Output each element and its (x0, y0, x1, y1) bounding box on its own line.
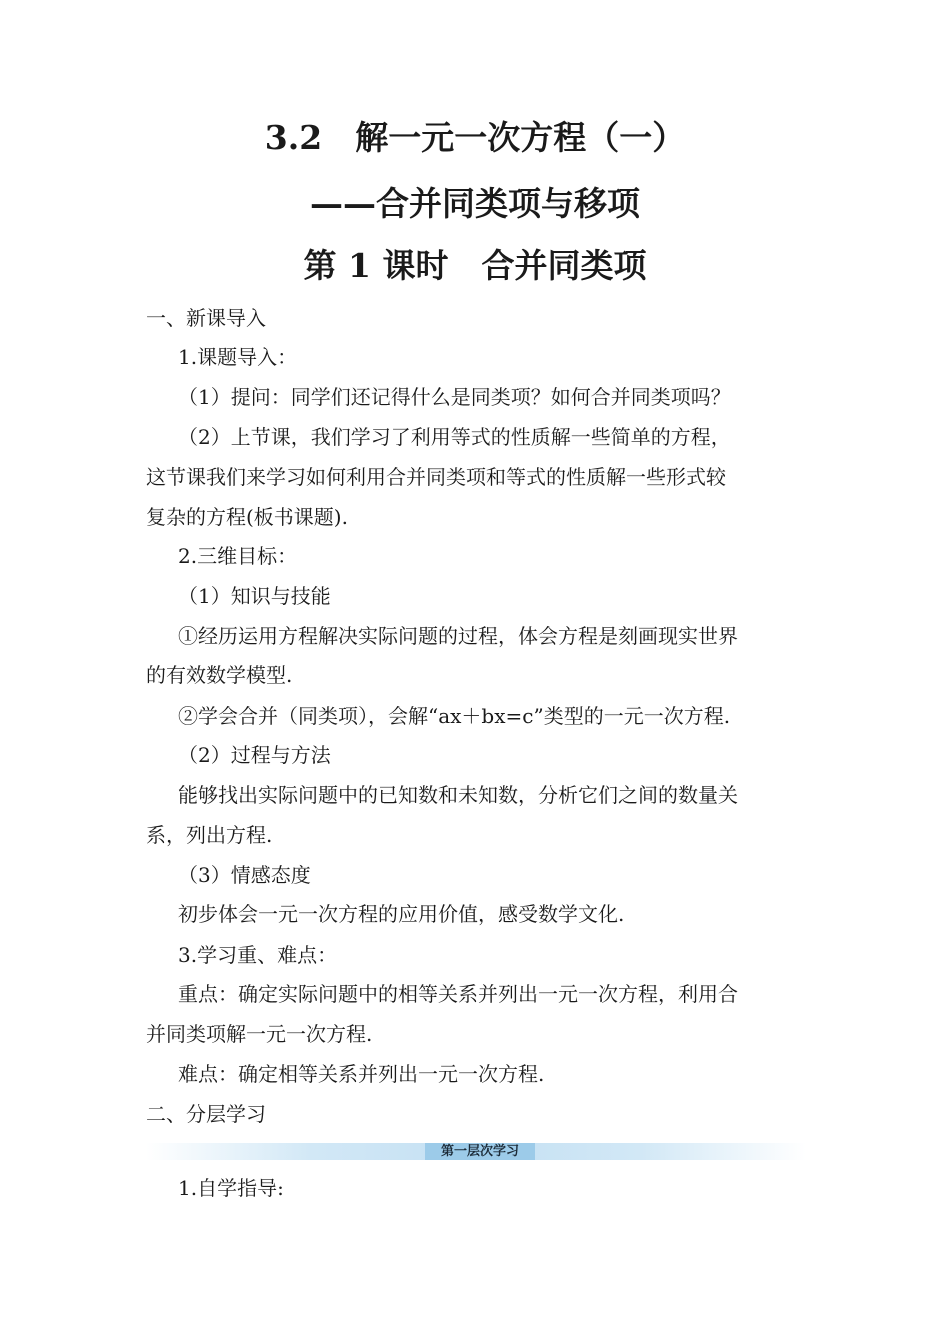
subheading-goals: 2.三维目标： (178, 544, 298, 568)
subheading-self-study-guide: 1.自学指导: (178, 1176, 284, 1200)
paragraph-line: 系，列出方程. (146, 823, 273, 847)
key-point-text: 重点：确定实际问题中的相等关系并列出一元一次方程，利用合 (178, 982, 738, 1006)
goal-item-2: ②学会合并（同类项），会解“ax＋bx=c”类型的一元一次方程. (178, 704, 731, 728)
paragraph-line: 复杂的方程(板书课题). (146, 505, 348, 529)
lesson-subtitle: ——合并同类项与移项 (310, 184, 640, 223)
section-heading-intro: 一、新课导入 (146, 306, 266, 330)
goal-heading-attitude: （3）情感态度 (178, 863, 311, 887)
paragraph-line: 这节课我们来学习如何利用合并同类项和等式的性质解一些形式较 (146, 465, 726, 489)
paragraph-line: 的有效数学模型. (146, 663, 293, 687)
lesson-title: 3.2 解一元一次方程（一） (264, 118, 686, 157)
paragraph-question-1: （1）提问：同学们还记得什么是同类项？如何合并同类项吗？ (178, 385, 731, 409)
goal-item-1: ①经历运用方程解决实际问题的过程，体会方程是刻画现实世界 (178, 624, 738, 648)
goal-process-text: 能够找出实际问题中的已知数和未知数，分析它们之间的数量关 (178, 783, 738, 807)
level-banner-label: 第一层次学习 (425, 1143, 535, 1160)
paragraph-line: 并同类项解一元一次方程. (146, 1022, 373, 1046)
subheading-key-points: 3.学习重、难点： (178, 943, 338, 967)
subheading-topic-intro: 1.课题导入： (178, 345, 298, 369)
goal-heading-knowledge: （1）知识与技能 (178, 584, 331, 608)
goal-attitude-text: 初步体会一元一次方程的应用价值，感受数学文化. (178, 902, 625, 926)
goal-heading-process: （2）过程与方法 (178, 743, 331, 767)
lesson-period-title: 第 1 课时 合并同类项 (303, 246, 647, 285)
difficult-point-text: 难点：确定相等关系并列出一元一次方程. (178, 1062, 545, 1086)
section-heading-layered-learning: 二、分层学习 (146, 1102, 266, 1126)
paragraph-question-2: （2）上节课，我们学习了利用等式的性质解一些简单的方程， (178, 425, 731, 449)
